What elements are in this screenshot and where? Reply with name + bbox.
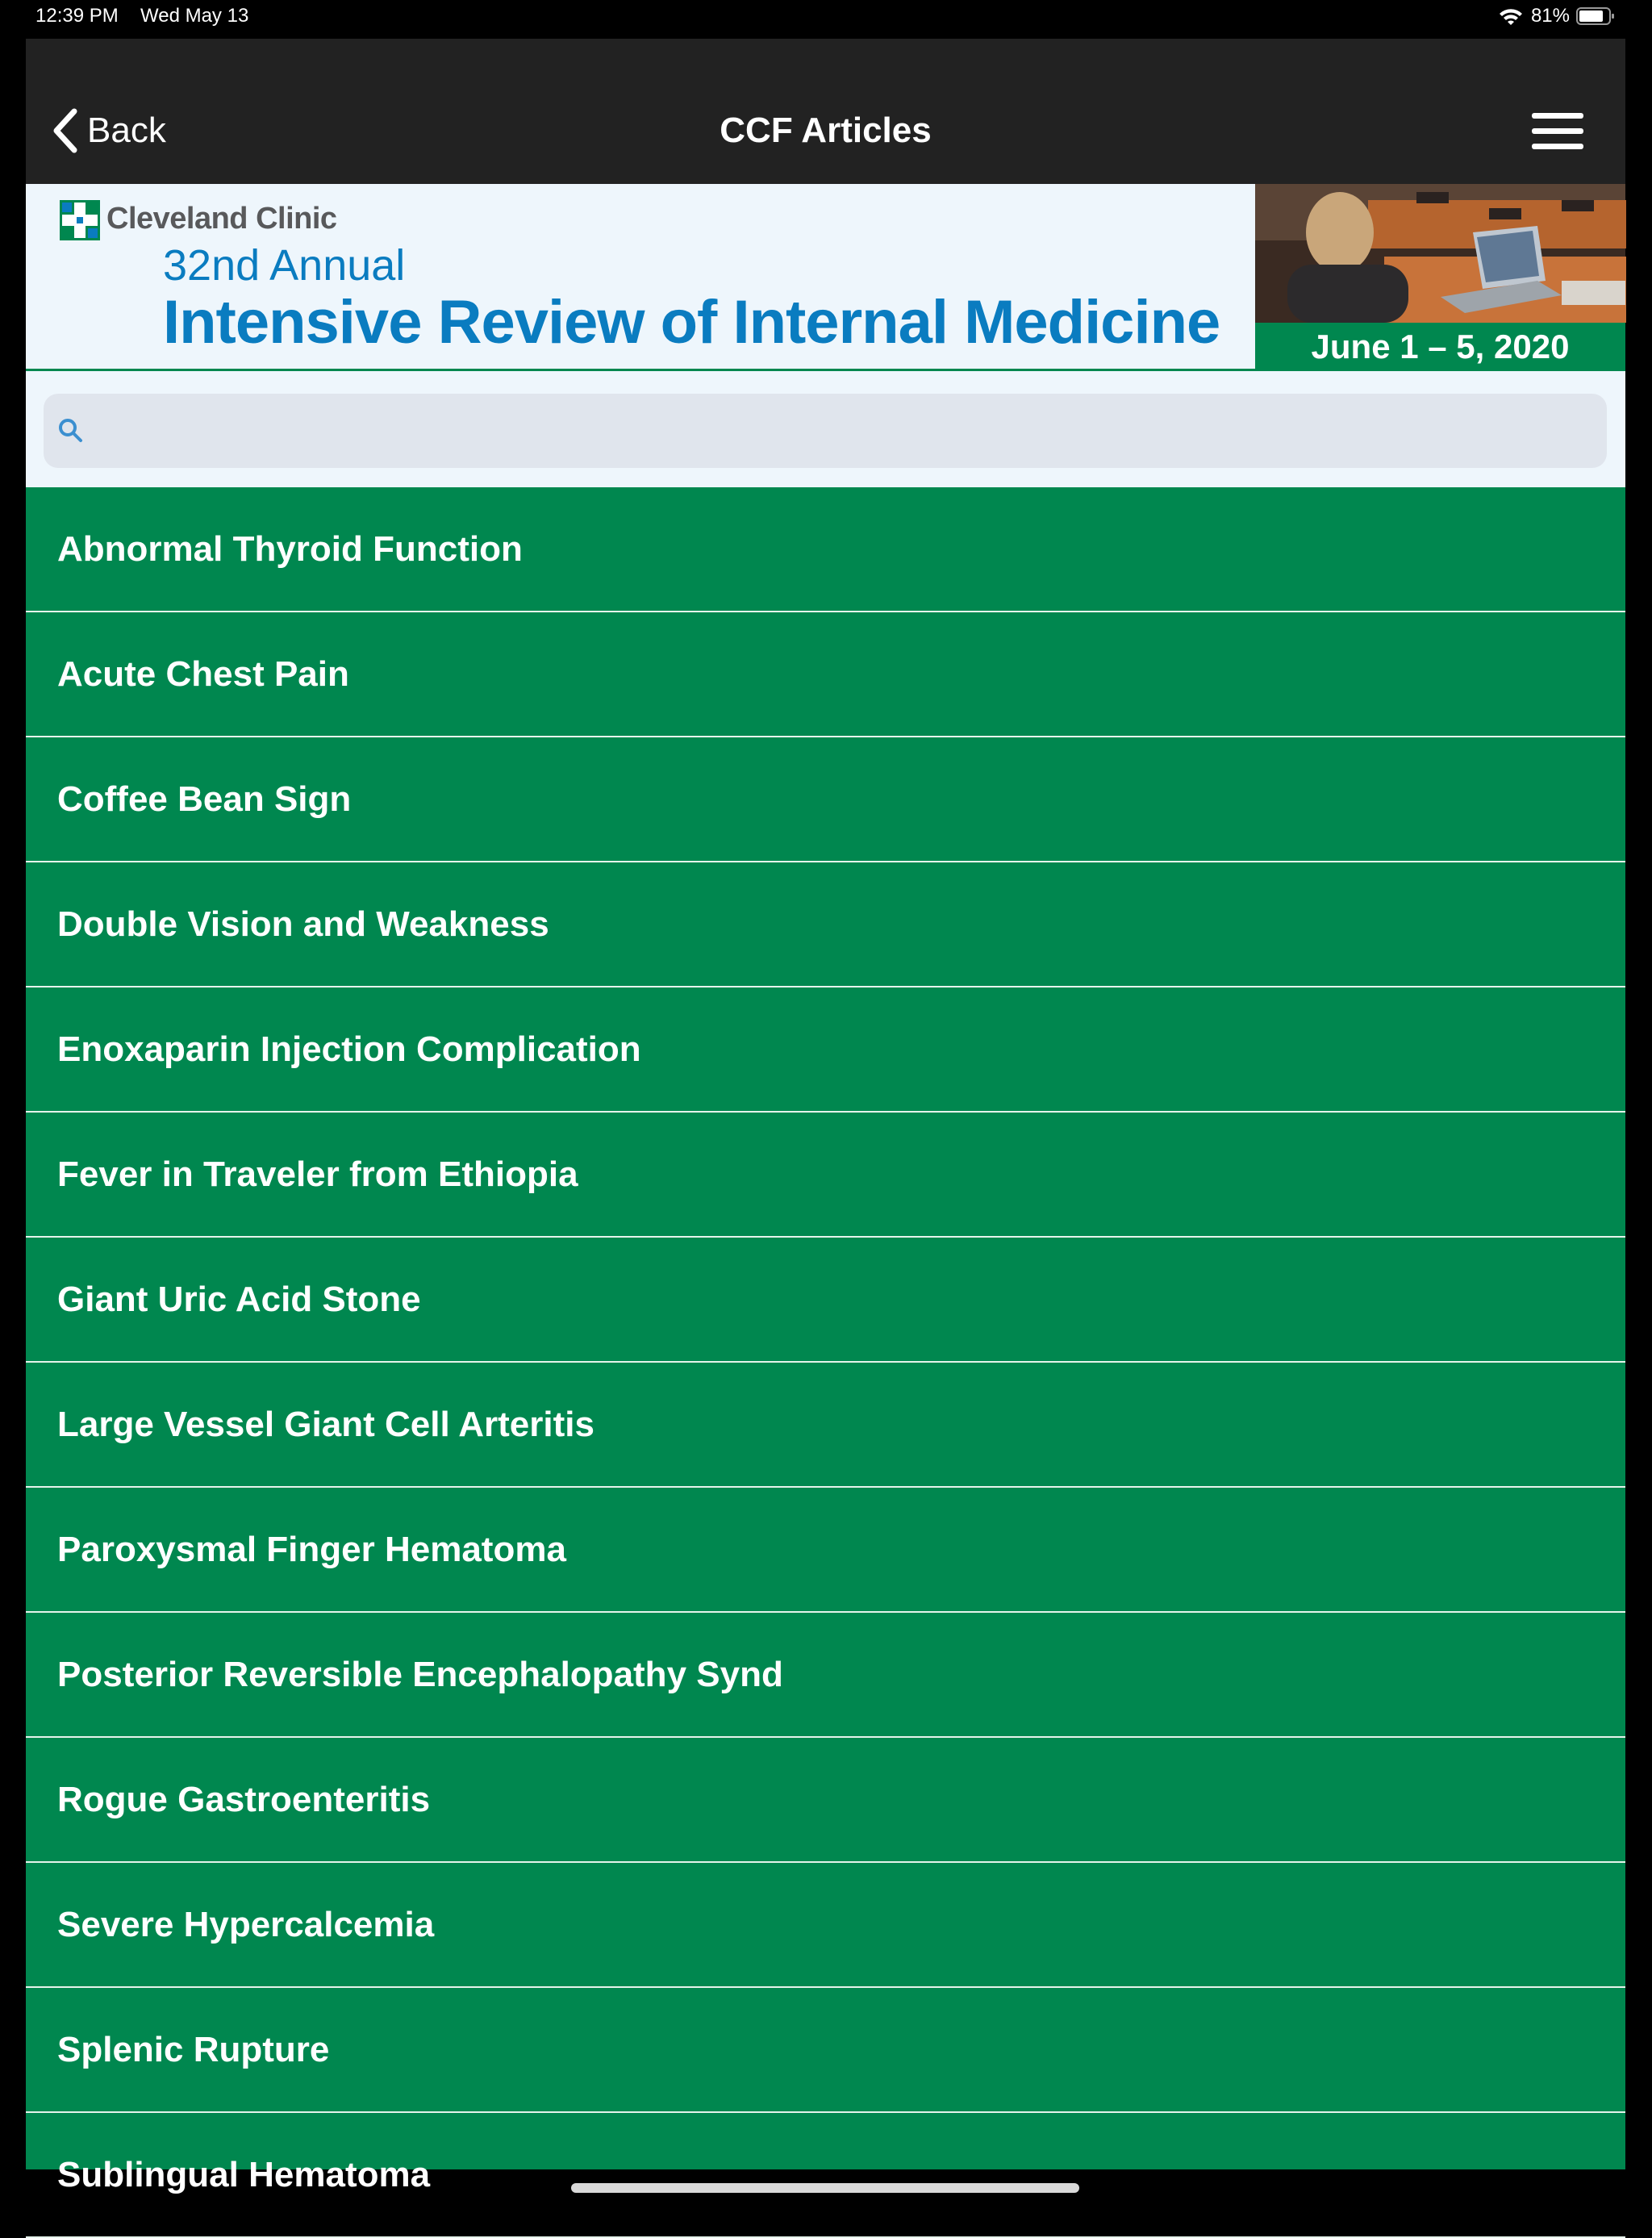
search-icon bbox=[55, 415, 87, 447]
list-item[interactable] bbox=[26, 1238, 1625, 1363]
conference-banner bbox=[26, 184, 1625, 371]
list-item-label: Splenic Rupture bbox=[57, 2029, 330, 2069]
cleveland-clinic-logo-icon bbox=[60, 200, 100, 240]
list-item[interactable] bbox=[26, 1863, 1625, 1988]
search-bar[interactable] bbox=[44, 394, 1607, 468]
list-item[interactable] bbox=[26, 1613, 1625, 1738]
search-area bbox=[26, 371, 1625, 487]
back-label: Back bbox=[87, 111, 166, 150]
home-indicator bbox=[571, 2183, 1079, 2193]
banner-title: Intensive Review of Internal Medicine bbox=[163, 288, 1220, 357]
status-bar bbox=[0, 0, 1652, 37]
list-item[interactable] bbox=[26, 612, 1625, 737]
banner-text-area bbox=[26, 184, 1255, 371]
chevron-left-icon bbox=[50, 108, 79, 153]
conference-photo bbox=[1255, 184, 1625, 323]
page-title: CCF Articles bbox=[720, 111, 932, 150]
list-item[interactable] bbox=[26, 1113, 1625, 1238]
conference-dates: June 1 – 5, 2020 bbox=[1255, 323, 1625, 371]
list-item-label: Fever in Traveler from Ethiopia bbox=[57, 1154, 578, 1194]
app-window bbox=[26, 39, 1625, 2194]
list-item-label: Sublingual Hematoma bbox=[57, 2154, 431, 2194]
search-input[interactable] bbox=[87, 399, 1607, 463]
clinic-name: Cleveland Clinic bbox=[106, 202, 337, 236]
list-item-label: Giant Uric Acid Stone bbox=[57, 1279, 421, 1319]
status-date: Wed May 13 bbox=[140, 5, 249, 27]
wifi-icon bbox=[1497, 6, 1525, 27]
list-item-label: Posterior Reversible Encephalopathy Synd bbox=[57, 1654, 783, 1694]
battery-percent: 81% bbox=[1530, 5, 1570, 27]
list-item[interactable] bbox=[26, 1738, 1625, 1863]
article-list bbox=[26, 487, 1625, 2194]
list-item[interactable] bbox=[26, 987, 1625, 1113]
battery-icon bbox=[1576, 6, 1615, 26]
banner-image-area bbox=[1255, 184, 1625, 371]
list-item[interactable] bbox=[26, 1488, 1625, 1613]
list-item-label: Rogue Gastroenteritis bbox=[57, 1779, 431, 1819]
list-item[interactable] bbox=[26, 737, 1625, 862]
list-item-label: Double Vision and Weakness bbox=[57, 904, 549, 944]
navigation-bar bbox=[26, 39, 1625, 184]
list-item-label: Paroxysmal Finger Hematoma bbox=[57, 1529, 566, 1569]
list-item[interactable] bbox=[26, 1988, 1625, 2113]
status-time: 12:39 PM bbox=[35, 5, 119, 27]
banner-annual: 32nd Annual bbox=[163, 241, 406, 290]
list-item-label: Enoxaparin Injection Complication bbox=[57, 1029, 641, 1069]
list-item-label: Coffee Bean Sign bbox=[57, 779, 352, 819]
hamburger-menu-icon[interactable] bbox=[1532, 111, 1583, 152]
list-item-label: Severe Hypercalcemia bbox=[57, 1904, 435, 1944]
list-item-label: Large Vessel Giant Cell Arteritis bbox=[57, 1404, 594, 1444]
list-item[interactable] bbox=[26, 1363, 1625, 1488]
list-item[interactable] bbox=[26, 862, 1625, 987]
list-item-label: Abnormal Thyroid Function bbox=[57, 528, 523, 569]
back-button[interactable] bbox=[50, 106, 166, 155]
list-item-label: Acute Chest Pain bbox=[57, 653, 349, 694]
list-item[interactable] bbox=[26, 2113, 1625, 2238]
list-item[interactable] bbox=[26, 487, 1625, 612]
status-right bbox=[1497, 5, 1615, 27]
